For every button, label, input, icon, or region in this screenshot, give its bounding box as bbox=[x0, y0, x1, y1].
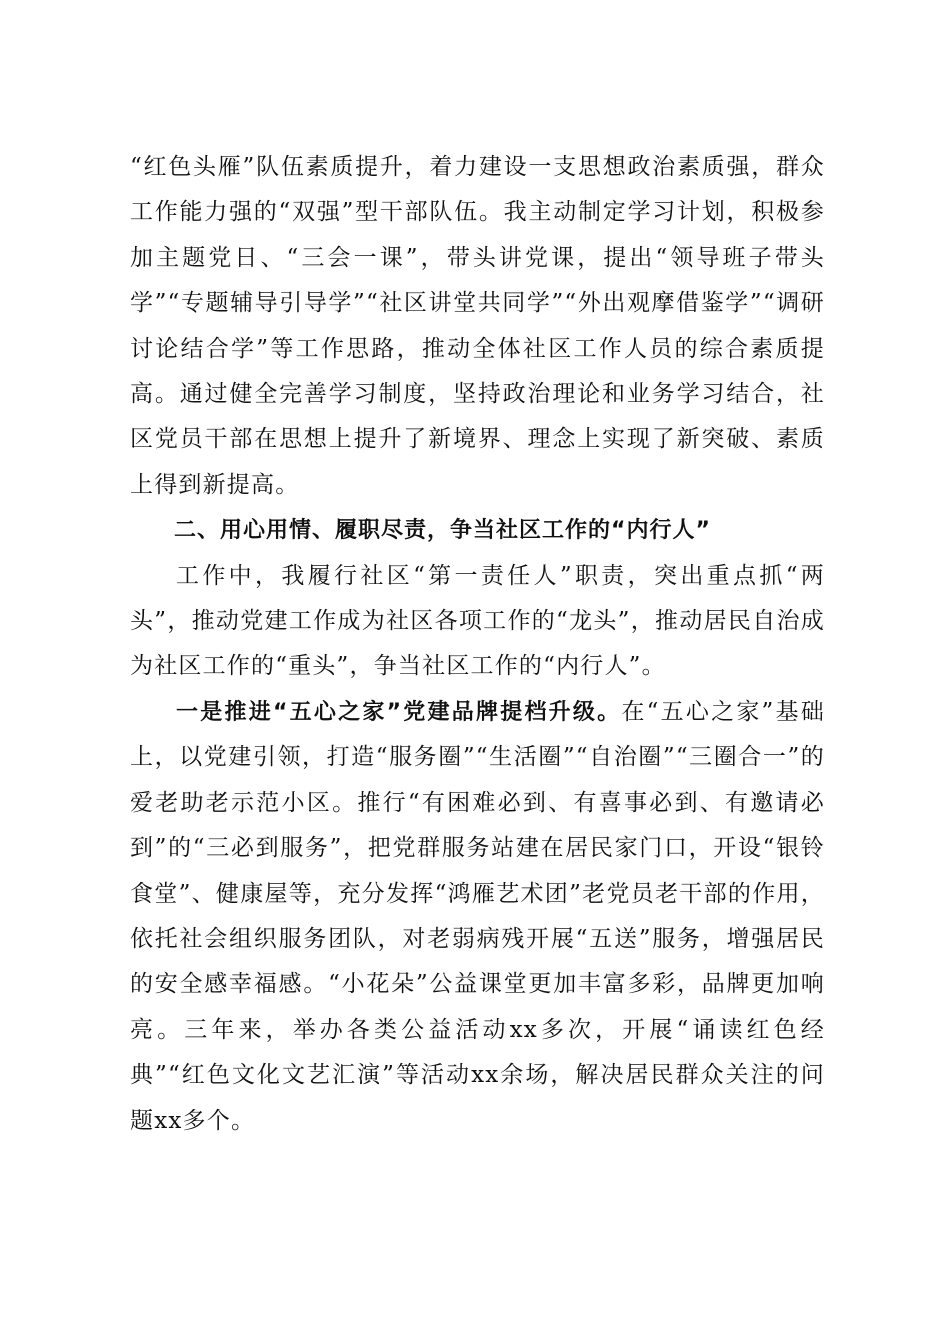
paragraph-item-1-body: 在“五心之家”基础上，以党建引领，打造“服务圈”“生活圈”“自治圈”“三圈合一”的爱老助老示范小区。推行“有困难必到、有喜事必到、有邀请必到”的“三必到服务”，把党群服务站建在居民家门口，开设“银铃食堂”、健康屋等，充分发挥“鸿雁艺术团”老党员老干部的作用，依托社会组织服务团队，对老弱病残开展“五送”服务，增强居民的安全感幸福感。“小花朵”公益课堂更加丰富多彩，品牌更加响亮。三年来，举办各类公益活动xx多次，开展“诵读红色经典”“红色文化文艺汇演”等活动xx余场，解决居民群众关注的问题xx多个。 bbox=[130, 698, 825, 1134]
paragraph-continuation: “红色头雁”队伍素质提升，着力建设一支思想政治素质强，群众工作能力强的“双强”型干部队伍。我主动制定学习计划，积极参加主题党日、“三会一课”，带头讲党课，提出“领导班子带头学”“专题辅导引导学”“社区讲堂共同学”“外出观摩借鉴学”“调研讨论结合学”等工作思路，推动全体社区工作人员的综合素质提高。通过健全完善学习制度，坚持政治理论和业务学习结合，社区党员干部在思想上提升了新境界、理念上实现了新突破、素质上得到新提高。 bbox=[130, 154, 825, 498]
paragraph-item-1 bbox=[130, 690, 825, 1144]
section-heading-2: 二、用心用情、履职尽责，争当社区工作的“内行人” bbox=[174, 518, 711, 544]
document-body bbox=[130, 145, 825, 1144]
paragraph-intro: 工作中，我履行社区“第一责任人”职责，突出重点抓“两头”，推动党建工作成为社区各项工作的“龙头”，推动居民自治成为社区工作的“重头”，争当社区工作的“内行人”。 bbox=[130, 562, 825, 680]
paragraph-item-1-lead: 一是推进“五心之家”党建品牌提档升级。 bbox=[176, 699, 622, 725]
